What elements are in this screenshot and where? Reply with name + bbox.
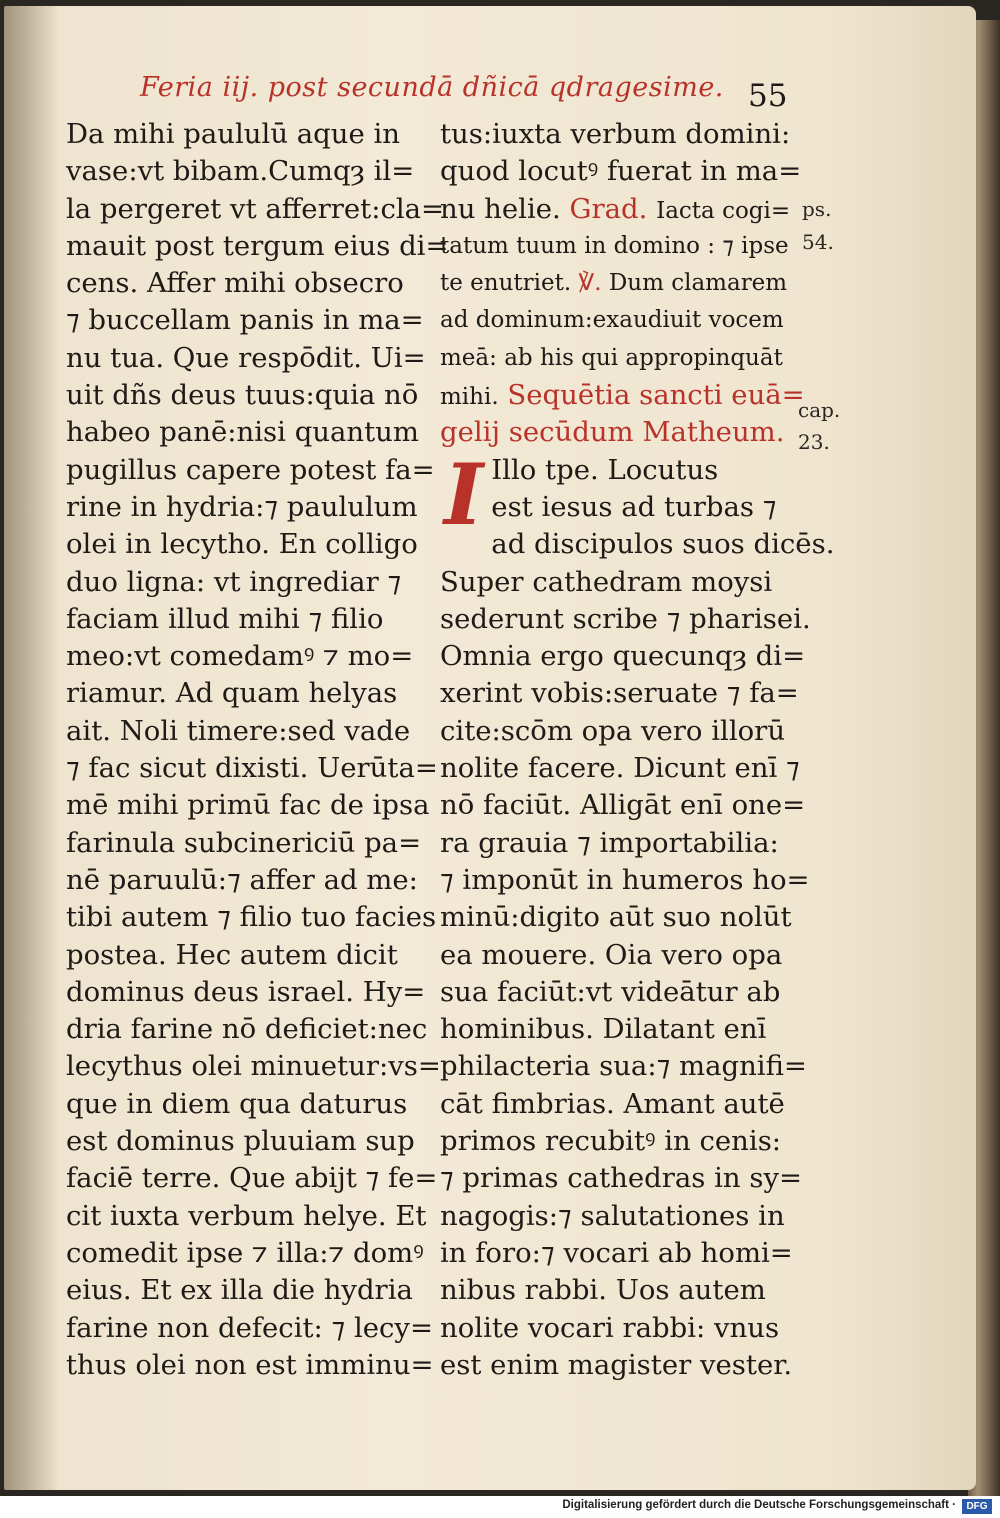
text-line: est dominus pluuiam sup xyxy=(66,1125,415,1158)
page-number: 55 xyxy=(748,78,788,114)
text-line: est enim magister vester. xyxy=(440,1348,793,1381)
text-line xyxy=(440,377,805,414)
text-line: philacteria sua:⁊ magnifi= xyxy=(440,1050,807,1083)
sequence-rubric: Sequētia sancti euā= xyxy=(507,379,805,412)
text-line: duo ligna: vt ingrediar ⁊ xyxy=(66,565,402,598)
text-line: tibi autem ⁊ filio tuo facies xyxy=(66,901,437,934)
text-line: cit iuxta verbum helye. Et xyxy=(66,1199,427,1232)
text-line: sederunt scribe ⁊ pharisei. xyxy=(440,602,811,635)
text-line: ⁊ buccellam panis in ma= xyxy=(66,304,424,337)
gospel-opening xyxy=(440,444,792,544)
text-line: cite:scōm opa vero illorū xyxy=(440,714,786,747)
text-line: nolite facere. Dicunt enī ⁊ xyxy=(440,752,800,785)
text-line: farinula subcinericiū pa= xyxy=(66,826,422,859)
funding-credit: Digitalisierung gefördert durch die Deutsche Forschungsgemeinschaft · xyxy=(562,1499,956,1511)
text-line: la pergeret vt afferret:cla= xyxy=(66,192,445,225)
text-line: que in diem qua daturus xyxy=(66,1087,408,1120)
left-text-column xyxy=(66,116,449,1384)
text-line: ait. Noli timere:sed vade xyxy=(66,714,411,747)
text-line: dominus deus israel. Hy= xyxy=(66,975,426,1008)
text-line: quod locutꝰ fuerat in ma= xyxy=(440,155,802,188)
sequence-rubric: gelij secūdum Matheum. xyxy=(440,416,785,449)
gospel-text xyxy=(440,526,835,1384)
versicle-incipit: Dum clamarem xyxy=(608,270,788,297)
text-line: nibus rabbi. Uos autem xyxy=(440,1274,766,1307)
text-line: sua faciūt:vt videātur ab xyxy=(440,975,781,1008)
text-line: uit dñs deus tuus:quia nō xyxy=(66,379,419,412)
text-line: lecythus olei minuetur:vs= xyxy=(66,1050,441,1083)
text-line: nō faciūt. Alligāt enī one= xyxy=(440,789,806,822)
text-line xyxy=(440,191,792,228)
footer-bar xyxy=(0,1496,1000,1518)
text-line: ea mouere. Oia vero opa xyxy=(440,938,783,971)
text-line: meo:vt comedamꝰ ⁊ mo= xyxy=(66,640,414,673)
dfg-logo: DFG xyxy=(962,1499,992,1514)
text-line: nē paruulū:⁊ affer ad me: xyxy=(66,863,418,896)
text-line: nagogis:⁊ salutationes in xyxy=(440,1199,785,1232)
text-line: Da mihi paululū aque in xyxy=(66,118,401,150)
versicle-mark: ℣. xyxy=(578,270,602,297)
text-line: dria farine nō deficiet:nec xyxy=(66,1013,428,1046)
text-line: Omnia ergo quecunqȝ di= xyxy=(440,640,806,673)
text-line: faciē terre. Que abijt ⁊ fe= xyxy=(66,1162,438,1195)
gradual-rubric: Grad. xyxy=(569,192,648,225)
text-line: comedit ipse ⁊ illa:⁊ domꝰ xyxy=(66,1236,424,1269)
text-line: habeo panē:nisi quantum xyxy=(66,416,419,449)
text-line: mē mihi primū fac de ipsa xyxy=(66,789,430,822)
running-title: Feria iij. post secundā dñicā qdragesime. xyxy=(140,72,724,103)
text-line: cens. Affer mihi obsecro xyxy=(66,267,404,300)
text-line: vase:vt bibam.Cumqȝ il= xyxy=(66,155,415,188)
text-line-segment: te enutriet. xyxy=(440,270,572,297)
text-line: ad discipulos suos dicēs. xyxy=(491,528,835,561)
text-line: ad dominum:exaudiuit vocem xyxy=(440,307,784,334)
text-line: ⁊ fac sicut dixisti. Uerūta= xyxy=(66,752,438,785)
text-line: tus:iuxta verbum domini: xyxy=(440,118,791,150)
text-line: olei in lecytho. En colligo xyxy=(66,528,418,561)
text-line: eius. Et ex illa die hydria xyxy=(66,1274,413,1307)
text-line: farine non defecit: ⁊ lecy= xyxy=(66,1311,434,1344)
text-line: hominibus. Dilatant enī xyxy=(440,1013,767,1046)
chapter-number: 23. xyxy=(798,430,830,454)
gutter-shadow xyxy=(4,6,59,1490)
text-line: pugillus capere potest fa= xyxy=(66,453,435,486)
text-line: postea. Hec autem dicit xyxy=(66,938,398,971)
decorated-initial: I xyxy=(444,444,484,544)
text-line-segment: nu helie. xyxy=(440,192,561,225)
text-line: ra grauia ⁊ importabilia: xyxy=(440,826,779,859)
text-line: cāt fimbrias. Amant autē xyxy=(440,1087,785,1120)
text-line: ⁊ primas cathedras in sy= xyxy=(440,1162,803,1195)
text-line: in foro:⁊ vocari ab homi= xyxy=(440,1236,793,1269)
gradual-incipit: Iacta cogi= xyxy=(656,197,791,224)
text-line: Super cathedram moysi xyxy=(440,565,773,598)
text-line: est iesus ad turbas ⁊ xyxy=(491,490,777,523)
text-line: rine in hydria:⁊ paululum xyxy=(66,490,418,523)
psalm-number: 54. xyxy=(802,230,834,254)
chapter-label: cap. xyxy=(798,398,841,422)
text-line: ⁊ imponūt in humeros ho= xyxy=(440,863,810,896)
text-line: faciam illud mihi ⁊ filio xyxy=(66,602,384,635)
text-line: thus olei non est imminu= xyxy=(66,1348,434,1381)
text-line xyxy=(440,265,792,302)
psalm-reference: ps. xyxy=(802,197,832,221)
text-line: riamur. Ad quam helyas xyxy=(66,677,398,710)
text-line: minū:digito aūt suo nolūt xyxy=(440,901,792,934)
text-line: primos recubitꝰ in cenis: xyxy=(440,1125,782,1158)
text-line-segment: mihi. xyxy=(440,384,499,411)
text-line: meā: ab his qui appropinquāt xyxy=(440,344,783,371)
text-line: nu tua. Que respōdit. Ui= xyxy=(66,341,426,374)
text-line: nolite vocari rabbi: vnus xyxy=(440,1311,780,1344)
text-line: xerint vobis:seruate ⁊ fa= xyxy=(440,677,799,710)
text-line: tatum tuum in domino : ⁊ ipse xyxy=(440,232,789,259)
text-line: Illo tpe. Locutus xyxy=(491,453,719,486)
text-line: mauit post tergum eius di= xyxy=(66,229,449,262)
